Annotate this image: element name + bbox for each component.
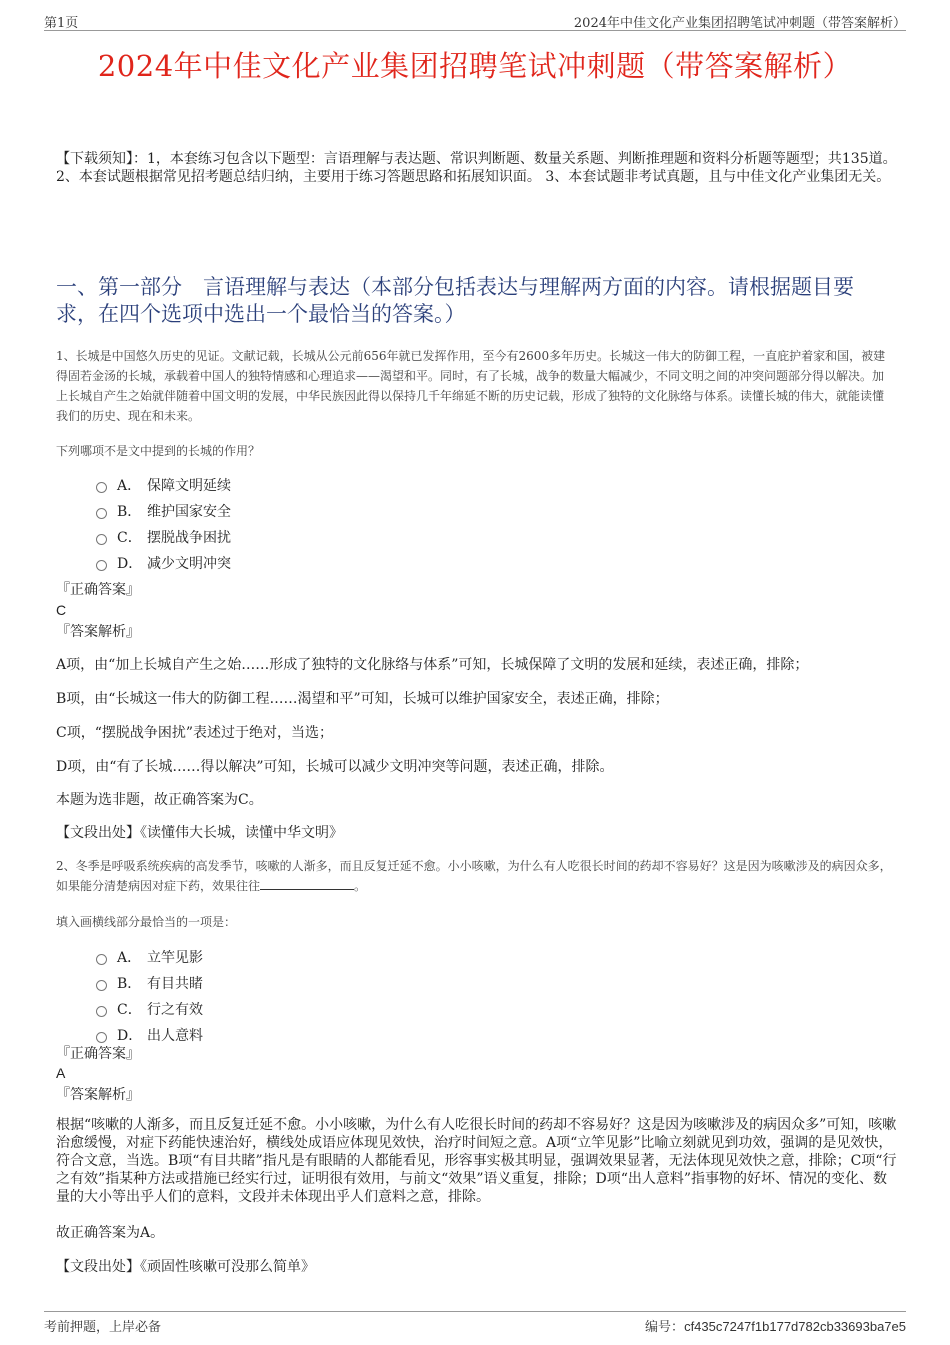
page-footer: [44, 1311, 906, 1336]
q1-explain-c: C项，“摆脱战争困扰”表述过于绝对，当选；: [56, 725, 334, 741]
option-text: 行之有效: [147, 1002, 203, 1018]
option-letter: A．: [117, 478, 142, 494]
q1-explain-a: A项，由“加上长城自产生之始……形成了独特的文化脉络与体系”可知，长城保障了文明的发展和延续，表述正确，排除；: [56, 657, 809, 673]
page-header: [44, 10, 906, 31]
download-notice: 【下载须知】：1，本套练习包含以下题型：言语理解与表达题、常识判断题、数量关系题、判断推理题和资料分析题等题型；共135道。 2、本套试题根据常见招考题总结归纳，主要用于练习答题思路和拓展知识面。 3、本套试题非考试真题，且与中佳文化产业集团无关。: [56, 151, 897, 185]
option-text: 立竿见影: [147, 950, 203, 966]
q1-passage: 1、长城是中国悠久历史的见证。文献记载，长城从公元前656年就已发挥作用，至今有2600多年历史。长城这一伟大的防御工程，一直庇护着家和国，被建得固若金汤的长城，承载着中国人的独特情感和心理追求——渴望和平。同时，有了长城，战争的数量大幅减少，不同文明之间的冲突问题部分得以解决。加上长城自产生之始就伴随着中国文明的发展，中华民族因此得以保持几千年绵延不断的历史记载，形成了独特的文化脉络与体系。读懂长城的伟大，就能读懂我们的历史、现在和未来。: [56, 349, 886, 423]
radio-icon[interactable]: [96, 534, 107, 545]
section-title: 一、第一部分 言语理解与表达（本部分包括表达与理解两方面的内容。请根据题目要求，在四个选项中选出一个最恰当的答案。）: [56, 275, 854, 326]
q2-option-a[interactable]: [96, 944, 203, 970]
footer-code-value: cf435c7247f1b177d782cb33693ba7e5: [684, 1319, 906, 1334]
page-title: 2024年中佳文化产业集团招聘笔试冲刺题（带答案解析）: [97, 49, 853, 83]
q1-conclusion: 本题为选非题，故正确答案为C。: [56, 792, 263, 808]
q2-question: 填入画横线部分最恰当的一项是：: [56, 915, 237, 929]
q2-option-b[interactable]: [96, 970, 203, 996]
q1-answer-label: 『正确答案』: [56, 582, 140, 598]
option-letter: A．: [117, 950, 142, 966]
option-letter: C．: [117, 530, 142, 546]
option-letter: D．: [117, 1028, 143, 1044]
footer-code-label: 编号：: [645, 1320, 685, 1335]
option-text: 有目共睹: [147, 976, 203, 992]
footer-code: [645, 1316, 906, 1335]
q1-options: [96, 472, 231, 576]
q1-explain-d: D项，由“有了长城……得以解决”可知，长城可以减少文明冲突等问题，表述正确，排除。: [56, 759, 614, 775]
q1-option-d[interactable]: [96, 550, 231, 576]
q2-passage-text: 2、冬季是呼吸系统疾病的高发季节，咳嗽的人渐多，而且反复迁延不愈。小小咳嗽，为什么有人吃很长时间的药却不容易好？这是因为咳嗽涉及的病因众多，如果能分清楚病因对症下药，效果往往: [56, 859, 892, 893]
header-doc-title: 2024年中佳文化产业集团招聘笔试冲刺题（带答案解析）: [573, 16, 906, 31]
q2-source: 【文段出处】《顽固性咳嗽可没那么简单》: [56, 1259, 315, 1275]
option-text: 维护国家安全: [147, 504, 231, 520]
q2-answer: A: [56, 1065, 66, 1081]
option-text: 保障文明延续: [147, 478, 231, 494]
q2-explanation: 根据“咳嗽的人渐多，而且反复迁延不愈。小小咳嗽，为什么有人吃很长时间的药却不容易好？这是因为咳嗽涉及的病因众多”可知，咳嗽治愈缓慢，对症下药能快速治好，横线处成语应体现见效快，治疗时间短之意。A项“立竿见影”比喻立刻就见到功效，强调的是见效快，符合文意，当选。B项“有目共睹”指凡是有眼睛的人都能看见，形容事实极其明显，强调效果显著，无法体现见效快之意，排除；C项“行之有效”指某种方法或措施已经实行过，证明很有效用，与前文“效果”语义重复，排除；D项“出人意料”指事物的好坏、情况的变化、数量的大小等出乎人们的意料，文段并未体现出乎人们意料之意，排除。: [56, 1117, 897, 1205]
radio-icon[interactable]: [96, 482, 107, 493]
radio-icon[interactable]: [96, 980, 107, 991]
option-letter: D．: [117, 556, 143, 572]
radio-icon[interactable]: [96, 1032, 107, 1043]
option-text: 出人意料: [147, 1028, 203, 1044]
page-number: 第1页: [44, 16, 79, 31]
q2-passage: [56, 856, 892, 896]
fill-blank: [260, 877, 354, 890]
q2-passage-end: 。: [354, 879, 367, 893]
q1-option-a[interactable]: [96, 472, 231, 498]
q1-answer: C: [56, 602, 67, 618]
footer-slogan: 考前押题，上岸必备: [44, 1320, 162, 1335]
radio-icon[interactable]: [96, 1006, 107, 1017]
q1-explain-b: B项，由“长城这一伟大的防御工程……渴望和平”可知，长城可以维护国家安全，表述正确，排除；: [56, 691, 669, 707]
option-letter: C．: [117, 1002, 142, 1018]
q1-option-b[interactable]: [96, 498, 231, 524]
option-letter: B．: [117, 504, 142, 520]
q1-source: 【文段出处】《读懂伟大长城，读懂中华文明》: [56, 825, 343, 841]
q1-explain-label: 『答案解析』: [56, 624, 140, 640]
q2-explain-label: 『答案解析』: [56, 1087, 140, 1103]
radio-icon[interactable]: [96, 954, 107, 965]
q2-answer-label: 『正确答案』: [56, 1046, 140, 1062]
option-text: 减少文明冲突: [147, 556, 231, 572]
radio-icon[interactable]: [96, 508, 107, 519]
option-text: 摆脱战争困扰: [147, 530, 231, 546]
q1-question: 下列哪项不是文中提到的长城的作用？: [56, 444, 261, 458]
q1-option-c[interactable]: [96, 524, 231, 550]
radio-icon[interactable]: [96, 560, 107, 571]
q2-option-c[interactable]: [96, 996, 203, 1022]
q2-conclusion: 故正确答案为A。: [56, 1225, 165, 1241]
option-letter: B．: [117, 976, 142, 992]
q2-options: [96, 944, 203, 1048]
